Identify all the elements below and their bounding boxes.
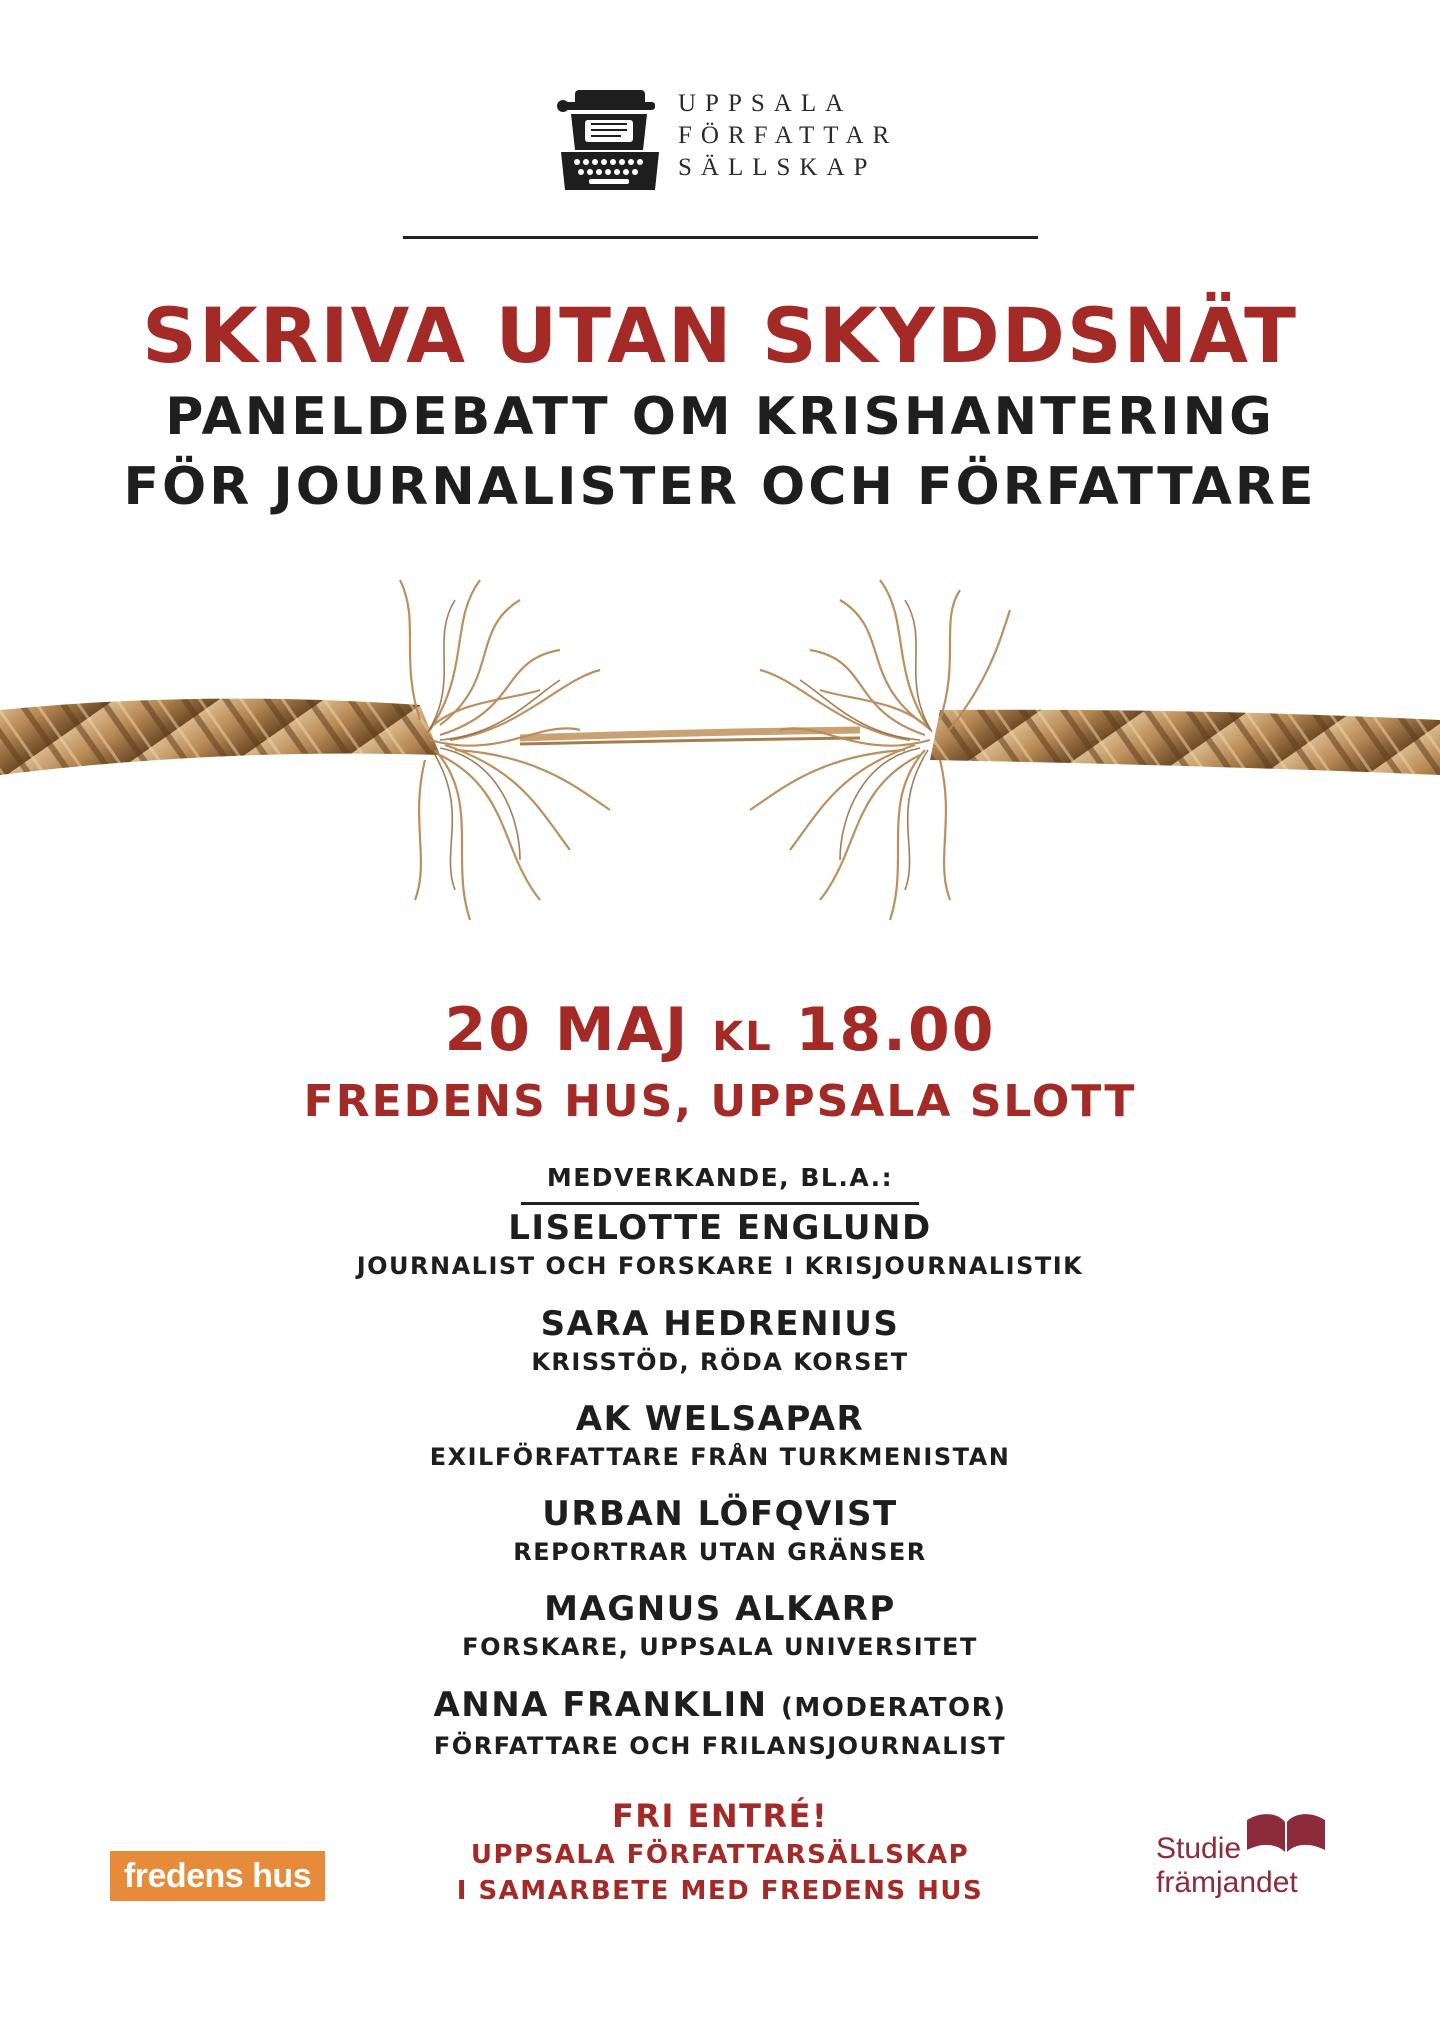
frayed-rope-image [0, 560, 1440, 980]
participant-role: FORSKARE, UPPSALA UNIVERSITET [462, 1633, 978, 1661]
participant-note: (MODERATOR) [780, 1693, 1007, 1723]
participant-5 [0, 1587, 1440, 1663]
event-kl: KL [712, 1014, 773, 1060]
participant-role: JOURNALIST OCH FORSKARE I KRISJOURNALISTIK [356, 1252, 1084, 1280]
fredens-hus-logo: fredens hus [110, 1851, 325, 1901]
participant-role: KRISSTÖD, RÖDA KORSET [531, 1348, 909, 1376]
page-title: SKRIVA UTAN SKYDDSNÄT [142, 291, 1298, 380]
organizer-line-2: I SAMARBETE MED FREDENS HUS [456, 1876, 984, 1906]
participant-role: EXILFÖRFATTARE FRÅN TURKMENISTAN [429, 1443, 1011, 1471]
participants-heading: MEDVERKANDE, BL.A.: [521, 1160, 919, 1205]
participant-name: MAGNUS ALKARP [544, 1589, 896, 1629]
participant-1 [0, 1206, 1440, 1282]
studie-line-2: främjandet [1156, 1866, 1298, 1899]
participant-name: URBAN LÖFQVIST [542, 1494, 898, 1534]
participant-4 [0, 1492, 1440, 1568]
event-time: 18.00 [795, 995, 996, 1065]
participant-name: SARA HEDRENIUS [540, 1304, 900, 1344]
logo-line-2: FÖRFATTAR [678, 122, 899, 149]
participant-name-text: ANNA FRANKLIN [433, 1685, 768, 1725]
studie-line-1: Studie [1156, 1832, 1242, 1865]
logo-line-1: UPPSALA [678, 90, 853, 117]
logo-line-3: SÄLLSKAP [678, 154, 877, 181]
participant-role: FÖRFATTARE OCH FRILANSJOURNALIST [433, 1732, 1007, 1760]
admission-text: FRI ENTRÉ! [611, 1797, 829, 1835]
logo-wordmark [678, 88, 918, 184]
participant-name: AK WELSAPAR [575, 1399, 865, 1439]
typewriter-icon [555, 86, 663, 196]
participant-name [0, 1683, 1440, 1730]
participant-role: REPORTRAR UTAN GRÄNSER [513, 1538, 927, 1566]
organizer-line-1: UPPSALA FÖRFATTARSÄLLSKAP [470, 1840, 970, 1870]
studiefrämjandet-logo [1156, 1832, 1296, 1900]
event-date: 20 MAJ [444, 995, 690, 1065]
subtitle-line-1: PANELDEBATT OM KRISHANTERING [165, 387, 1275, 447]
participant-2 [0, 1302, 1440, 1378]
event-venue: FREDENS HUS, UPPSALA SLOTT [303, 1076, 1137, 1127]
participant-3 [0, 1397, 1440, 1473]
participant-name: LISELOTTE ENGLUND [508, 1208, 932, 1248]
subtitle-line-2: FÖR JOURNALISTER OCH FÖRFATTARE [123, 457, 1317, 517]
participants-heading-wrap [0, 1160, 1440, 1205]
divider [403, 236, 1038, 239]
event-date-time [0, 992, 1440, 1075]
participant-6 [0, 1683, 1440, 1762]
